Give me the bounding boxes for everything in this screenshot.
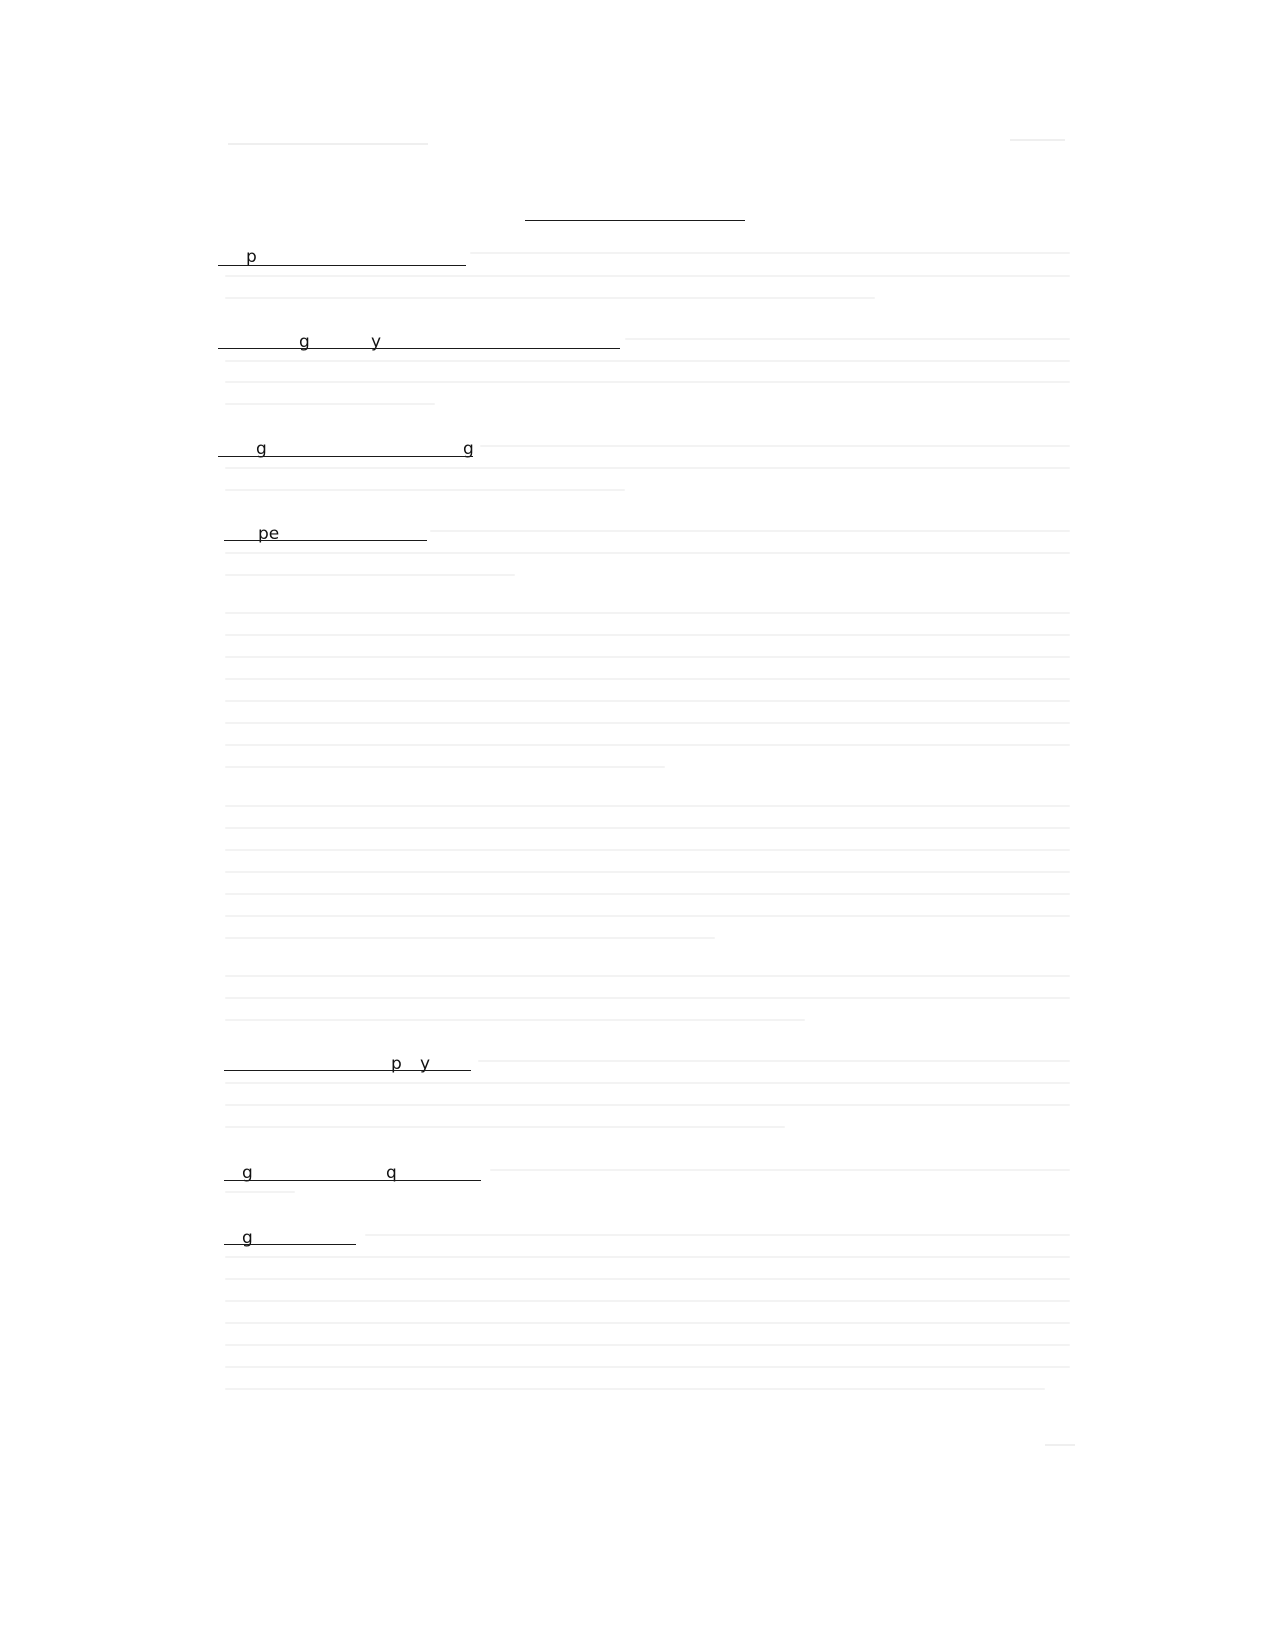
paragraph-line bbox=[225, 403, 435, 405]
paragraph-line bbox=[225, 766, 665, 768]
paragraph-line bbox=[225, 552, 1070, 554]
paragraph-line bbox=[225, 1278, 1070, 1280]
heading-7-fragment: g bbox=[242, 1228, 253, 1248]
heading-6-fragment-b: q bbox=[386, 1163, 397, 1183]
paragraph-line bbox=[225, 634, 1070, 636]
paragraph-line bbox=[225, 1366, 1070, 1368]
paragraph-line bbox=[225, 915, 1070, 917]
paragraph-line bbox=[225, 1126, 785, 1128]
paragraph-line bbox=[225, 975, 1070, 977]
heading-2-fragment-a: g bbox=[299, 332, 310, 352]
paragraph-line bbox=[225, 678, 1070, 680]
heading-4-fragment: pe bbox=[258, 524, 280, 544]
paragraph-line bbox=[225, 997, 1070, 999]
paragraph-line bbox=[225, 489, 625, 491]
paragraph-line bbox=[478, 1060, 1070, 1062]
paragraph-line bbox=[225, 1256, 1070, 1258]
title-underline bbox=[525, 220, 745, 221]
heading-3-underline bbox=[218, 456, 473, 457]
heading-4-underline bbox=[224, 540, 427, 541]
paragraph-line bbox=[480, 445, 1070, 447]
paragraph-line bbox=[225, 1322, 1070, 1324]
paragraph-line bbox=[225, 297, 875, 299]
paragraph-line bbox=[365, 1234, 1070, 1236]
paragraph-line bbox=[225, 360, 1070, 362]
header-right-mark bbox=[1010, 139, 1065, 141]
heading-2-underline bbox=[218, 348, 620, 349]
paragraph-line bbox=[225, 1191, 295, 1193]
paragraph-line bbox=[225, 1104, 1070, 1106]
heading-6-underline bbox=[224, 1180, 481, 1181]
paragraph-line bbox=[225, 871, 1070, 873]
heading-1-fragment: p bbox=[246, 247, 257, 267]
paragraph-line bbox=[225, 893, 1070, 895]
paragraph-line bbox=[470, 252, 1070, 254]
paragraph-line bbox=[225, 1019, 805, 1021]
heading-7-underline bbox=[224, 1244, 356, 1245]
paragraph-line bbox=[490, 1169, 1070, 1171]
paragraph-line bbox=[625, 338, 1070, 340]
heading-2-fragment-b: y bbox=[371, 332, 382, 352]
paragraph-line bbox=[225, 381, 1070, 383]
paragraph-line bbox=[225, 574, 515, 576]
paragraph-line bbox=[225, 805, 1070, 807]
paragraph-line bbox=[225, 467, 1070, 469]
paragraph-line bbox=[225, 1300, 1070, 1302]
paragraph-line bbox=[225, 937, 715, 939]
paragraph-line bbox=[225, 700, 1070, 702]
header-left-mark bbox=[228, 143, 428, 145]
heading-3-fragment-b: g bbox=[463, 439, 474, 459]
paragraph-line bbox=[225, 744, 1070, 746]
heading-6-fragment-a: g bbox=[242, 1163, 253, 1183]
heading-5-fragment-a: p bbox=[391, 1054, 402, 1074]
paragraph-line bbox=[430, 530, 1070, 532]
heading-5-underline bbox=[224, 1070, 471, 1071]
paragraph-line bbox=[225, 275, 1070, 277]
paragraph-line bbox=[225, 656, 1070, 658]
paragraph-line bbox=[225, 612, 1070, 614]
footer-page-mark bbox=[1045, 1444, 1075, 1446]
paragraph-line bbox=[225, 1388, 1045, 1390]
paragraph-line bbox=[225, 722, 1070, 724]
paragraph-line bbox=[225, 849, 1070, 851]
paragraph-line bbox=[225, 1082, 1070, 1084]
paragraph-line bbox=[225, 1344, 1070, 1346]
heading-1-underline bbox=[218, 265, 466, 266]
heading-3-fragment-a: g bbox=[256, 439, 267, 459]
paragraph-line bbox=[225, 827, 1070, 829]
heading-5-fragment-b: y bbox=[420, 1054, 431, 1074]
